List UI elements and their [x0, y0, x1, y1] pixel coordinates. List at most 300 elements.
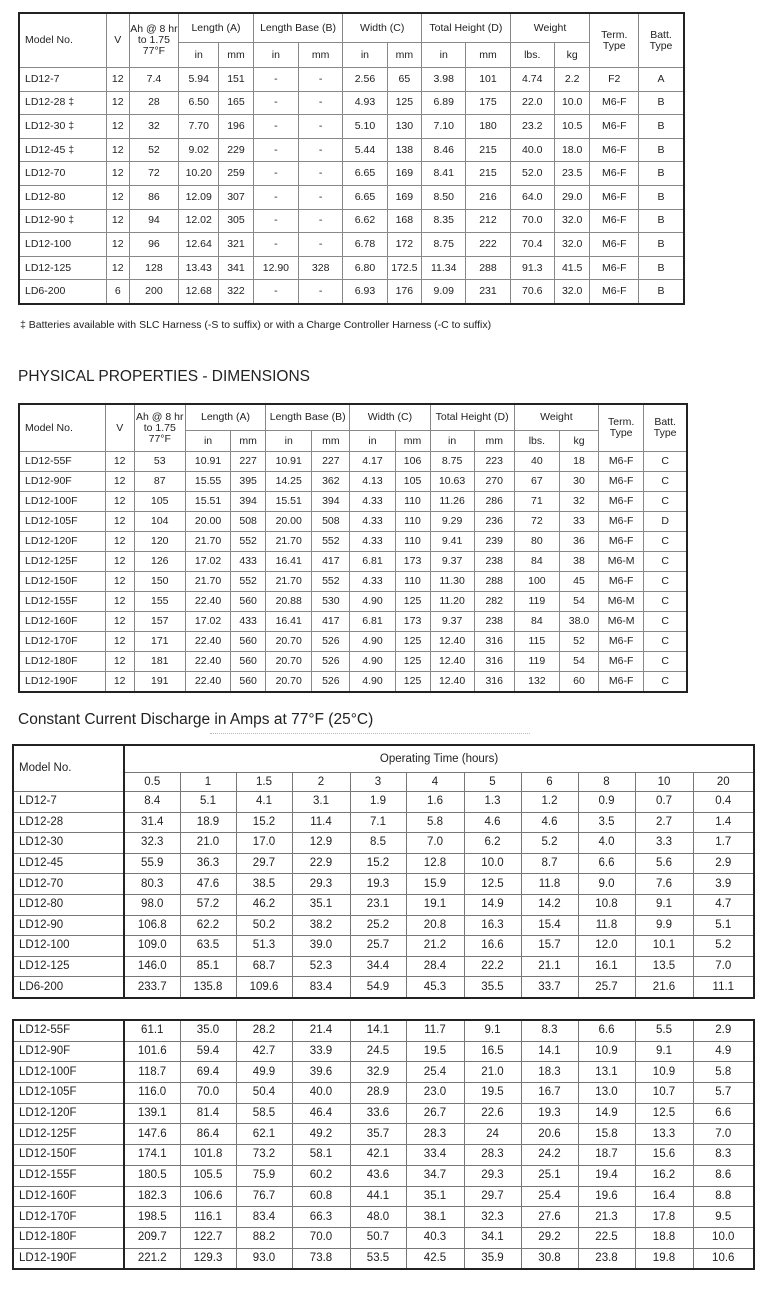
- model-cell: LD12-90: [13, 915, 124, 936]
- value-cell: 530: [312, 592, 350, 612]
- value-cell: 341: [219, 256, 254, 280]
- value-cell: 29.3: [464, 1165, 521, 1186]
- table-row: [19, 68, 684, 92]
- model-cell: LD12-7: [19, 68, 106, 92]
- value-cell: 1.7: [693, 833, 754, 854]
- value-cell: 169: [387, 162, 422, 186]
- table-body: [19, 452, 687, 693]
- value-cell: 24.5: [350, 1041, 406, 1062]
- value-cell: 14.1: [521, 1041, 578, 1062]
- model-cell: LD12-105F: [13, 1083, 124, 1104]
- value-cell: B: [639, 91, 684, 115]
- value-cell: 34.1: [464, 1227, 521, 1248]
- header-batt-type: Batt. Type: [644, 404, 687, 452]
- value-cell: 25.7: [350, 936, 406, 957]
- value-cell: 4.9: [693, 1041, 754, 1062]
- value-cell: 101.6: [124, 1041, 180, 1062]
- value-cell: 62.2: [180, 915, 236, 936]
- value-cell: 42.5: [406, 1248, 464, 1269]
- value-cell: 1.2: [521, 792, 578, 813]
- value-cell: 60.8: [292, 1186, 350, 1207]
- value-cell: 227: [312, 452, 350, 472]
- table-row: [13, 812, 754, 833]
- value-cell: 25.4: [406, 1062, 464, 1083]
- table-row: [19, 612, 687, 632]
- value-cell: 15.55: [185, 472, 230, 492]
- value-cell: 215: [466, 138, 510, 162]
- model-cell: LD12-155F: [13, 1165, 124, 1186]
- value-cell: 169: [387, 185, 422, 209]
- value-cell: 1.9: [350, 792, 406, 813]
- value-cell: 12.40: [430, 672, 474, 693]
- value-cell: 7.1: [350, 812, 406, 833]
- value-cell: 18.7: [578, 1145, 635, 1166]
- value-cell: 28.9: [350, 1083, 406, 1104]
- value-cell: 229: [219, 138, 254, 162]
- table-row: [13, 833, 754, 854]
- value-cell: 52.0: [510, 162, 554, 186]
- value-cell: 19.4: [578, 1165, 635, 1186]
- header-unit: mm: [466, 43, 510, 68]
- table-row: [19, 472, 687, 492]
- value-cell: B: [639, 162, 684, 186]
- value-cell: 10.9: [578, 1041, 635, 1062]
- table-row: [19, 532, 687, 552]
- value-cell: 1.6: [406, 792, 464, 813]
- value-cell: 5.6: [635, 853, 693, 874]
- value-cell: 14.9: [578, 1103, 635, 1124]
- value-cell: 5.44: [343, 138, 387, 162]
- value-cell: M6-F: [599, 672, 644, 693]
- time-header: 0.5: [124, 773, 180, 792]
- value-cell: 15.6: [635, 1145, 693, 1166]
- value-cell: 31.4: [124, 812, 180, 833]
- value-cell: 9.0: [578, 874, 635, 895]
- value-cell: F2: [590, 68, 639, 92]
- value-cell: 16.4: [635, 1186, 693, 1207]
- value-cell: 36.3: [180, 853, 236, 874]
- value-cell: 12.40: [430, 632, 474, 652]
- value-cell: 42.7: [236, 1041, 292, 1062]
- value-cell: 7.0: [693, 956, 754, 977]
- value-cell: 157: [134, 612, 185, 632]
- discharge-table-front-terminal: [12, 1019, 755, 1270]
- value-cell: 12.90: [253, 256, 298, 280]
- value-cell: 32: [129, 115, 179, 139]
- value-cell: 105: [395, 472, 430, 492]
- value-cell: 21.4: [292, 1020, 350, 1041]
- value-cell: 2.2: [554, 68, 590, 92]
- header-ah: Ah @ 8 hr to 1.75 77°F: [134, 404, 185, 452]
- table-row: [19, 233, 684, 257]
- header-unit: in: [422, 43, 466, 68]
- header-weight: Weight: [514, 404, 598, 431]
- value-cell: M6-F: [590, 115, 639, 139]
- value-cell: 15.4: [521, 915, 578, 936]
- value-cell: 8.6: [693, 1165, 754, 1186]
- model-cell: LD12-80: [13, 894, 124, 915]
- value-cell: 6.2: [464, 833, 521, 854]
- model-cell: LD12-45: [13, 853, 124, 874]
- value-cell: 4.90: [350, 592, 395, 612]
- value-cell: 181: [134, 652, 185, 672]
- value-cell: 21.6: [635, 977, 693, 998]
- value-cell: 35.9: [464, 1248, 521, 1269]
- header-total-height: Total Height (D): [430, 404, 514, 431]
- value-cell: 116.1: [180, 1207, 236, 1228]
- value-cell: 13.43: [179, 256, 219, 280]
- value-cell: M6-F: [590, 91, 639, 115]
- value-cell: 13.0: [578, 1083, 635, 1104]
- value-cell: M6-F: [590, 280, 639, 304]
- value-cell: 23.5: [554, 162, 590, 186]
- value-cell: 101: [466, 68, 510, 92]
- value-cell: 66.3: [292, 1207, 350, 1228]
- value-cell: C: [644, 532, 687, 552]
- value-cell: 12: [106, 68, 129, 92]
- value-cell: 91.3: [510, 256, 554, 280]
- table-row: [19, 209, 684, 233]
- value-cell: 4.6: [464, 812, 521, 833]
- value-cell: 109.0: [124, 936, 180, 957]
- value-cell: 12: [105, 612, 134, 632]
- value-cell: 4.7: [693, 894, 754, 915]
- value-cell: 38: [559, 552, 598, 572]
- value-cell: 50.7: [350, 1227, 406, 1248]
- value-cell: 50.4: [236, 1083, 292, 1104]
- model-cell: LD12-150F: [19, 572, 105, 592]
- table-row: [19, 572, 687, 592]
- value-cell: 13.3: [635, 1124, 693, 1145]
- value-cell: M6-F: [599, 452, 644, 472]
- value-cell: 60.2: [292, 1165, 350, 1186]
- table-row: [19, 552, 687, 572]
- value-cell: 18.0: [554, 138, 590, 162]
- value-cell: 175: [466, 91, 510, 115]
- value-cell: 316: [474, 672, 514, 693]
- value-cell: 5.5: [635, 1020, 693, 1041]
- value-cell: 198.5: [124, 1207, 180, 1228]
- value-cell: 286: [474, 492, 514, 512]
- value-cell: C: [644, 672, 687, 693]
- value-cell: 4.33: [350, 572, 395, 592]
- value-cell: 12: [106, 115, 129, 139]
- model-cell: LD12-28 ‡: [19, 91, 106, 115]
- value-cell: 172: [387, 233, 422, 257]
- value-cell: 508: [312, 512, 350, 532]
- value-cell: 49.9: [236, 1062, 292, 1083]
- value-cell: 72: [514, 512, 559, 532]
- value-cell: 10.91: [185, 452, 230, 472]
- time-header: 5: [464, 773, 521, 792]
- value-cell: M6-F: [599, 572, 644, 592]
- value-cell: 20.00: [185, 512, 230, 532]
- value-cell: 17.8: [635, 1207, 693, 1228]
- value-cell: 10.7: [635, 1083, 693, 1104]
- header-unit: in: [430, 431, 474, 452]
- value-cell: 52: [129, 138, 179, 162]
- value-cell: 86: [129, 185, 179, 209]
- value-cell: 2.9: [693, 1020, 754, 1041]
- table-row: [13, 1207, 754, 1228]
- header-operating-time: Operating Time (hours): [124, 745, 754, 773]
- harness-footnote: ‡ Batteries available with SLC Harness (-S to suffix) or with a Charge Controller Harness (-C to suffix): [20, 319, 492, 331]
- value-cell: 28: [129, 91, 179, 115]
- value-cell: M6-F: [590, 256, 639, 280]
- value-cell: -: [253, 138, 298, 162]
- table-row: [13, 936, 754, 957]
- value-cell: 51.3: [236, 936, 292, 957]
- value-cell: 4.33: [350, 492, 395, 512]
- value-cell: 52: [559, 632, 598, 652]
- value-cell: 10.0: [554, 91, 590, 115]
- value-cell: 71: [514, 492, 559, 512]
- value-cell: 29.7: [464, 1186, 521, 1207]
- value-cell: M6-F: [599, 512, 644, 532]
- value-cell: 75.9: [236, 1165, 292, 1186]
- value-cell: 101.8: [180, 1145, 236, 1166]
- value-cell: 36: [559, 532, 598, 552]
- value-cell: 96: [129, 233, 179, 257]
- value-cell: 110: [395, 512, 430, 532]
- value-cell: 10.91: [266, 452, 312, 472]
- value-cell: 288: [474, 572, 514, 592]
- value-cell: 22.40: [185, 592, 230, 612]
- value-cell: 53: [134, 452, 185, 472]
- model-cell: LD12-170F: [13, 1207, 124, 1228]
- value-cell: 59.4: [180, 1041, 236, 1062]
- value-cell: 6.89: [422, 91, 466, 115]
- section-title-physical-properties: PHYSICAL PROPERTIES - DIMENSIONS: [18, 368, 310, 385]
- value-cell: 20.70: [266, 652, 312, 672]
- value-cell: 5.8: [693, 1062, 754, 1083]
- value-cell: 138: [387, 138, 422, 162]
- value-cell: 15.9: [406, 874, 464, 895]
- value-cell: 24: [464, 1124, 521, 1145]
- value-cell: M6-F: [599, 472, 644, 492]
- table-body: [13, 1020, 754, 1269]
- value-cell: 5.94: [179, 68, 219, 92]
- value-cell: 155: [134, 592, 185, 612]
- value-cell: 12: [105, 492, 134, 512]
- value-cell: 4.33: [350, 512, 395, 532]
- value-cell: M6-F: [590, 138, 639, 162]
- value-cell: 322: [219, 280, 254, 304]
- value-cell: 12: [105, 672, 134, 693]
- value-cell: 15.2: [236, 812, 292, 833]
- value-cell: 128: [129, 256, 179, 280]
- table-row: [19, 592, 687, 612]
- value-cell: C: [644, 572, 687, 592]
- value-cell: 22.40: [185, 632, 230, 652]
- table-row: [19, 185, 684, 209]
- value-cell: 23.2: [510, 115, 554, 139]
- value-cell: 282: [474, 592, 514, 612]
- value-cell: 526: [312, 652, 350, 672]
- value-cell: 9.37: [430, 552, 474, 572]
- value-cell: 5.1: [693, 915, 754, 936]
- value-cell: 209.7: [124, 1227, 180, 1248]
- value-cell: 15.51: [266, 492, 312, 512]
- value-cell: 29.2: [521, 1227, 578, 1248]
- value-cell: 4.90: [350, 672, 395, 693]
- value-cell: 25.1: [521, 1165, 578, 1186]
- value-cell: 395: [231, 472, 266, 492]
- value-cell: 43.6: [350, 1165, 406, 1186]
- value-cell: 21.70: [185, 532, 230, 552]
- value-cell: 14.9: [464, 894, 521, 915]
- value-cell: 29.0: [554, 185, 590, 209]
- value-cell: 15.7: [521, 936, 578, 957]
- value-cell: 526: [312, 672, 350, 693]
- value-cell: 28.3: [464, 1145, 521, 1166]
- value-cell: 33.9: [292, 1041, 350, 1062]
- dimensions-table-2: [18, 403, 688, 693]
- table-row: [13, 977, 754, 998]
- table-row: [13, 1103, 754, 1124]
- value-cell: 8.35: [422, 209, 466, 233]
- value-cell: 70.0: [510, 209, 554, 233]
- model-cell: LD12-170F: [19, 632, 105, 652]
- value-cell: 394: [312, 492, 350, 512]
- value-cell: 23.1: [350, 894, 406, 915]
- table-row: [19, 115, 684, 139]
- value-cell: 106.6: [180, 1186, 236, 1207]
- value-cell: 21.70: [266, 532, 312, 552]
- value-cell: 9.29: [430, 512, 474, 532]
- value-cell: 41.5: [554, 256, 590, 280]
- value-cell: 58.1: [292, 1145, 350, 1166]
- table-body: [13, 792, 754, 998]
- value-cell: 6.65: [343, 185, 387, 209]
- table-row: [19, 652, 687, 672]
- value-cell: 12: [105, 532, 134, 552]
- value-cell: 1.4: [693, 812, 754, 833]
- value-cell: 25.7: [578, 977, 635, 998]
- value-cell: 3.9: [693, 874, 754, 895]
- value-cell: 52.3: [292, 956, 350, 977]
- value-cell: 12: [105, 512, 134, 532]
- value-cell: 93.0: [236, 1248, 292, 1269]
- header-term-type: Term. Type: [590, 13, 639, 68]
- value-cell: 3.3: [635, 833, 693, 854]
- value-cell: 80.3: [124, 874, 180, 895]
- value-cell: 8.46: [422, 138, 466, 162]
- value-cell: 110: [395, 492, 430, 512]
- time-header: 4: [406, 773, 464, 792]
- value-cell: 73.8: [292, 1248, 350, 1269]
- value-cell: 33.4: [406, 1145, 464, 1166]
- value-cell: 84: [514, 612, 559, 632]
- value-cell: 288: [466, 256, 510, 280]
- value-cell: 3.5: [578, 812, 635, 833]
- value-cell: A: [639, 68, 684, 92]
- value-cell: M6-F: [599, 652, 644, 672]
- value-cell: -: [253, 68, 298, 92]
- value-cell: -: [253, 162, 298, 186]
- model-cell: LD12-55F: [13, 1020, 124, 1041]
- value-cell: 12: [105, 572, 134, 592]
- value-cell: 28.3: [406, 1124, 464, 1145]
- value-cell: 83.4: [292, 977, 350, 998]
- value-cell: 1.3: [464, 792, 521, 813]
- value-cell: 125: [395, 652, 430, 672]
- value-cell: 122.7: [180, 1227, 236, 1248]
- value-cell: 12.02: [179, 209, 219, 233]
- value-cell: 40.3: [406, 1227, 464, 1248]
- value-cell: 32: [559, 492, 598, 512]
- model-cell: LD12-70: [13, 874, 124, 895]
- value-cell: 10.0: [693, 1227, 754, 1248]
- model-cell: LD12-90F: [19, 472, 105, 492]
- model-cell: LD12-125: [19, 256, 106, 280]
- value-cell: 8.3: [521, 1020, 578, 1041]
- value-cell: 80: [514, 532, 559, 552]
- value-cell: 54: [559, 652, 598, 672]
- value-cell: 33: [559, 512, 598, 532]
- value-cell: 46.2: [236, 894, 292, 915]
- value-cell: -: [299, 185, 343, 209]
- value-cell: 94: [129, 209, 179, 233]
- value-cell: 116.0: [124, 1083, 180, 1104]
- value-cell: -: [253, 115, 298, 139]
- value-cell: 12.9: [292, 833, 350, 854]
- value-cell: 62.1: [236, 1124, 292, 1145]
- value-cell: 11.26: [430, 492, 474, 512]
- value-cell: 130: [387, 115, 422, 139]
- value-cell: 560: [231, 652, 266, 672]
- value-cell: 2.7: [635, 812, 693, 833]
- value-cell: 0.7: [635, 792, 693, 813]
- value-cell: 35.5: [464, 977, 521, 998]
- value-cell: 321: [219, 233, 254, 257]
- value-cell: -: [253, 91, 298, 115]
- value-cell: 16.41: [266, 612, 312, 632]
- value-cell: 16.41: [266, 552, 312, 572]
- value-cell: 10.20: [179, 162, 219, 186]
- value-cell: 5.10: [343, 115, 387, 139]
- value-cell: 222: [466, 233, 510, 257]
- value-cell: 29.7: [236, 853, 292, 874]
- value-cell: -: [253, 280, 298, 304]
- value-cell: 32.3: [464, 1207, 521, 1228]
- model-cell: LD12-190F: [19, 672, 105, 693]
- value-cell: 34.4: [350, 956, 406, 977]
- value-cell: 118.7: [124, 1062, 180, 1083]
- value-cell: 305: [219, 209, 254, 233]
- table-row: [13, 1124, 754, 1145]
- value-cell: 40.0: [510, 138, 554, 162]
- value-cell: 40.0: [292, 1083, 350, 1104]
- value-cell: 19.3: [521, 1103, 578, 1124]
- value-cell: 173: [395, 612, 430, 632]
- value-cell: -: [299, 115, 343, 139]
- value-cell: 171: [134, 632, 185, 652]
- value-cell: 9.09: [422, 280, 466, 304]
- header-term-type: Term. Type: [599, 404, 644, 452]
- value-cell: 33.6: [350, 1103, 406, 1124]
- value-cell: 39.0: [292, 936, 350, 957]
- value-cell: 12.5: [635, 1103, 693, 1124]
- table-row: [19, 492, 687, 512]
- value-cell: 13.5: [635, 956, 693, 977]
- value-cell: 21.0: [180, 833, 236, 854]
- value-cell: 236: [474, 512, 514, 532]
- value-cell: 48.0: [350, 1207, 406, 1228]
- value-cell: 5.2: [521, 833, 578, 854]
- value-cell: 20.70: [266, 672, 312, 693]
- value-cell: 60: [559, 672, 598, 693]
